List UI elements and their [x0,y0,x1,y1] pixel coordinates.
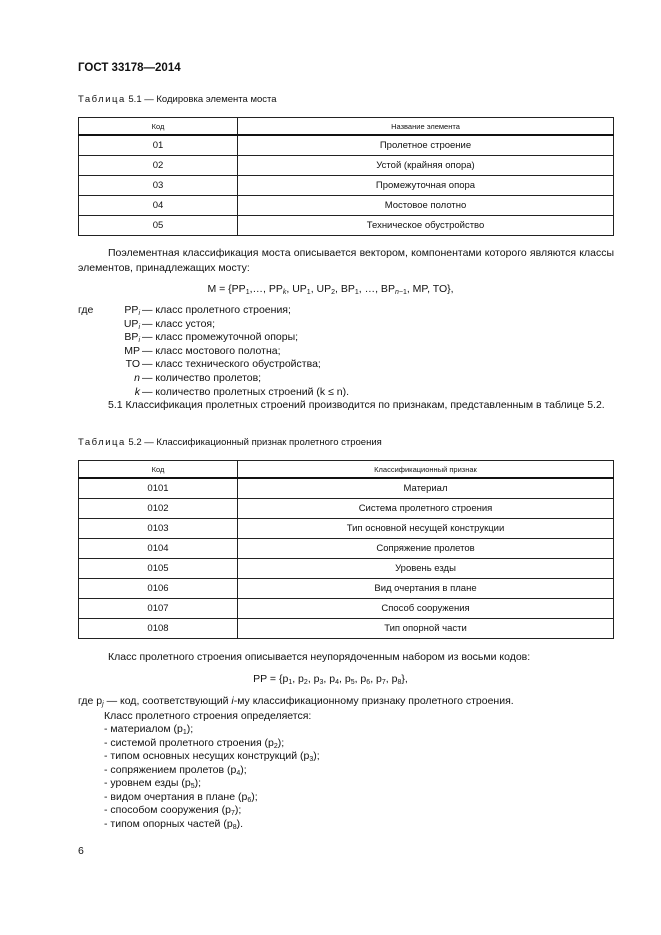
table-classification-features [78,460,614,639]
where-symbol [124,331,140,345]
where-definition: — класс устоя; [142,317,216,330]
list-item-end: ); [251,790,258,803]
list-item [104,791,320,805]
cell-name: Способ сооружения [238,599,614,619]
table-body [79,135,614,236]
cell-code: 0106 [79,579,238,599]
list-item-end: ); [186,723,194,735]
where-item [78,358,478,372]
symbol-main: UP [123,317,139,330]
list-item-end: ); [313,750,320,762]
cell-code: 05 [79,216,238,236]
table-element-codes [78,117,614,236]
cell-code: 04 [79,196,238,216]
caption-text: — Кодировка элемента моста [144,94,277,105]
table-row [79,539,614,559]
list-item-end: ). [236,817,244,830]
paragraph-classification: Поэлементная классификация моста описывается вектором, компонентами которого являются классы элементов, принадлежащих мосту: [78,247,614,274]
where-symbol [126,358,140,372]
where-definition-2 [78,694,614,709]
table-row [79,579,614,599]
cell-code: 0107 [79,599,238,619]
criteria-list [104,723,320,831]
where2-end: -му классификационному признаку пролетного строения. [233,695,514,707]
symbol-main: k [134,385,140,398]
caption-prefix: Таблица [78,437,126,448]
list-item-sub: 5 [190,783,195,790]
column-header-name: Название элемента [238,118,614,136]
list-item [104,764,320,778]
list-item-text: - материалом (p [104,723,183,735]
symbol-sub: i [138,337,140,345]
list-item-text: - системой пролетного строения (p [104,736,274,749]
where-item [78,372,478,386]
table-row [79,478,614,499]
cell-name: Сопряжение пролетов [238,539,614,559]
where2-mid: — код, соответствующий [103,695,232,707]
list-item-text: - уровнем езды (p [104,777,191,789]
list-item [104,804,320,818]
table-caption-5-1 [78,94,277,105]
where-definition: — класс промежуточной опоры; [142,331,299,344]
where-list-1 [78,304,478,399]
cell-name: Промежуточная опора [238,176,614,196]
list-item-end: ); [240,763,247,776]
table-row [79,559,614,579]
list-item-sub: 2 [273,742,278,750]
cell-name: Уровень езды [238,559,614,579]
where-item [78,331,478,345]
where-definition: — класс мостового полотна; [142,344,281,357]
where-symbol [124,304,140,318]
where-item [78,318,478,332]
caption-number: 5.2 [128,437,142,448]
table-row [79,519,614,539]
list-item-text: - способом сооружения (p [104,804,231,816]
table-row [79,135,614,156]
cell-name: Тип основной несущей конструкции [238,519,614,539]
cell-name: Пролетное строение [238,135,614,156]
symbol-main: PP [124,304,139,316]
symbol-sub: i [138,323,140,331]
column-header-code: Код [79,461,238,479]
table-caption-5-2 [78,437,382,448]
list-item-sub: 4 [236,769,241,777]
list-item-sub: 3 [309,756,314,763]
list-item-text: - видом очертания в плане (p [104,790,248,803]
caption-text: — Классификационный признак пролетного строения [144,437,382,448]
symbol-main: BP [124,331,139,344]
cell-code: 0108 [79,619,238,639]
table-row [79,619,614,639]
where-item [78,304,478,318]
list-item-end: ); [234,804,242,816]
table-row [79,216,614,236]
cell-code: 0104 [79,539,238,559]
cell-name: Материал [238,478,614,499]
table-row [79,499,614,519]
where-symbol [124,318,140,332]
where-definition: — класс пролетного строения; [142,304,291,316]
list-item [104,737,320,751]
where-symbol [124,345,140,359]
where-definition: — количество пролетов; [142,371,262,384]
table-row [79,196,614,216]
where-item [78,345,478,359]
list-item-text: - сопряжением пролетов (p [104,763,237,776]
page-number: 6 [78,845,84,857]
symbol-main: TO [125,358,140,371]
cell-code: 0105 [79,559,238,579]
column-header-code: Код [79,118,238,136]
cell-code: 01 [79,135,238,156]
table-row [79,156,614,176]
symbol-sub: i [138,310,140,317]
list-item [104,723,320,737]
list-item [104,777,320,791]
cell-name: Вид очертания в плане [238,579,614,599]
column-header-feature: Классификационный признак [238,461,614,479]
list-item-sub: 7 [231,810,235,817]
formula-m-vector: $M = \{PP_1,\dots$, $PP_k$, $UP_1$, $UP_2$, $BP_1$, …, $BP_{n-1}$, MP, TO}, [207,283,454,296]
where2-italic: i [231,695,234,707]
cell-name: Устой (крайняя опора) [238,156,614,176]
table-header-row [79,461,614,479]
list-item [104,818,320,832]
cell-code: 0101 [79,478,238,499]
cell-code: 02 [79,156,238,176]
list-item-sub: 1 [182,729,187,736]
cell-name: Система пролетного строения [238,499,614,519]
where-definition: — класс технического обустройства; [142,358,321,371]
list-item-sub: 6 [247,796,252,804]
cell-code: 0103 [79,519,238,539]
table-row [79,176,614,196]
where-definition: — количество пролетных строений (k ≤ n). [142,385,350,398]
list-item-end: ); [194,777,202,789]
cell-name: Мостовое полотно [238,196,614,216]
where-intro: где [78,304,94,316]
paragraph-class-description: Класс пролетного строения описывается неупорядоченным набором из восьми кодов: [108,651,531,663]
cell-name: Техническое обустройство [238,216,614,236]
where-symbol [134,372,140,386]
table-body [79,478,614,639]
cell-name: Тип опорной части [238,619,614,639]
list-item-text: - типом опорных частей (p [104,817,233,830]
list-item-sub: 8 [232,823,237,831]
symbol-main: MP [124,344,140,357]
where2-sub: j [102,701,104,708]
symbol-main: n [134,371,140,384]
table-row [79,599,614,619]
caption-prefix: Таблица [78,94,126,105]
cell-code: 03 [79,176,238,196]
document-header: ГОСТ 33178—2014 [78,62,181,74]
paragraph-class-determined: Класс пролетного строения определяется: [104,710,312,722]
list-item-text: - типом основных несущих конструкций (p [104,750,310,762]
list-item [104,750,320,764]
where2-lead: где p [78,695,103,707]
list-item-end: ); [277,736,285,749]
formula-pp-set: PP = {$p_1$, $p_2$, $p_3$, $p_4$, $p_5$, $p_6$, $p_7$, $p_8$}, [253,673,408,686]
paragraph-5-1: 5.1 Классификация пролетных строений производится по признакам, представленным в таблице 5.2. [108,399,605,411]
cell-code: 0102 [79,499,238,519]
table-header-row [79,118,614,136]
caption-number: 5.1 [128,94,142,105]
